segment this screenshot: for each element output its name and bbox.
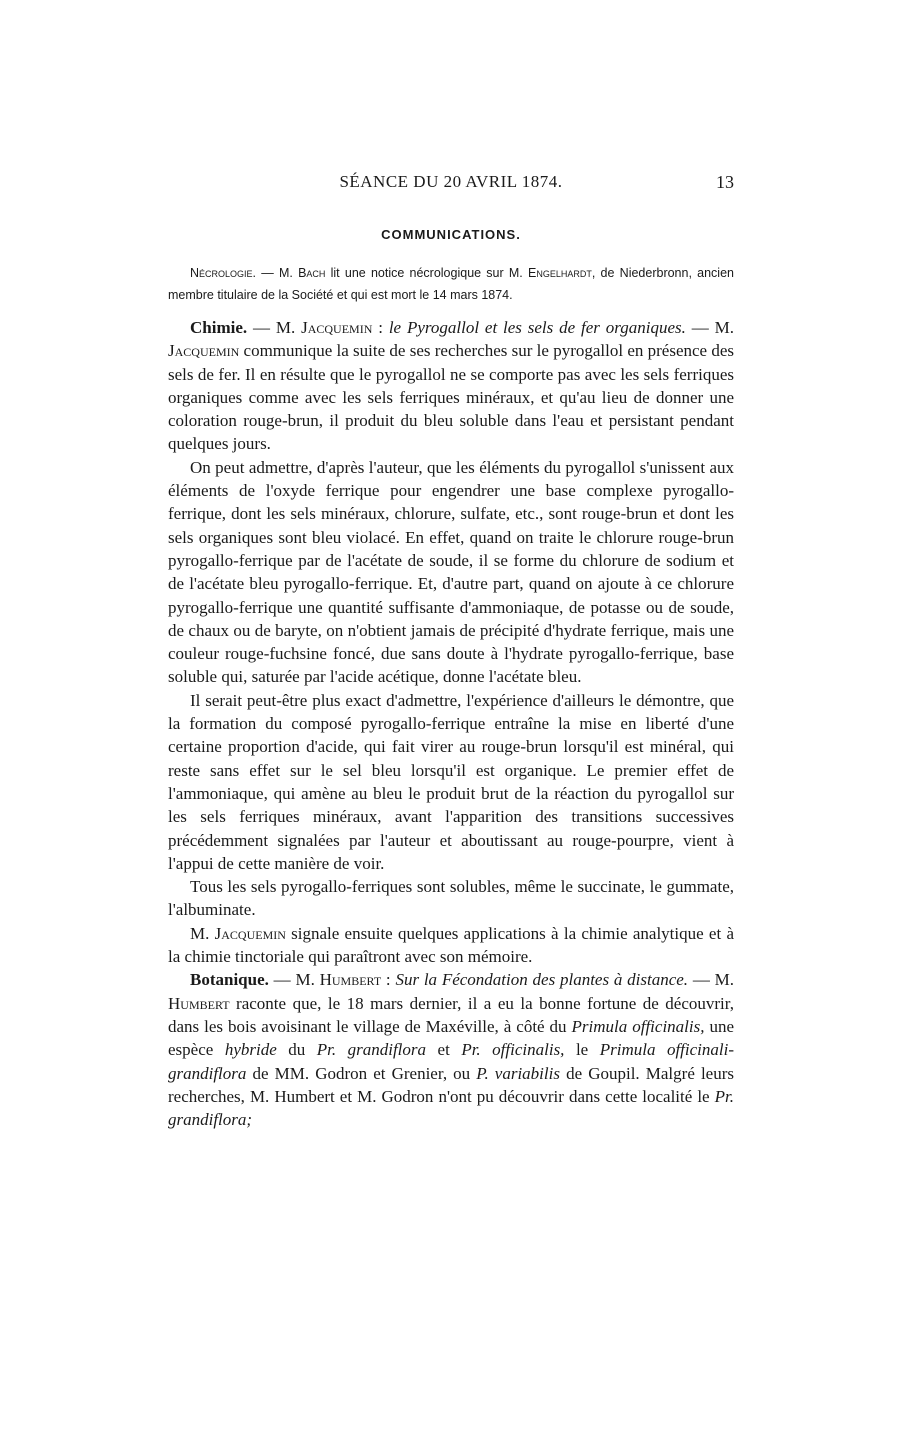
botanique-label: Botanique.	[190, 970, 269, 990]
text-run: une espèce	[168, 1016, 734, 1060]
text-run: — M.	[256, 266, 299, 280]
text-run: :	[372, 318, 389, 337]
page-header	[168, 172, 734, 196]
species-name: P. variabilis	[476, 1063, 560, 1083]
page-number: 13	[716, 172, 734, 192]
text-run: — M.	[685, 318, 734, 337]
chimie-paragraph	[168, 316, 734, 456]
text-run: signale ensuite quelques applications à la chimie analytique et à la chimie tinctoriale qui paraîtront avec son mémoire.	[168, 923, 734, 967]
text-run: — M.	[688, 970, 734, 990]
communication-title: le Pyrogallol et les sels de fer organiques.	[388, 318, 686, 337]
running-head: SÉANCE DU 20 AVRIL 1874.	[339, 172, 563, 191]
necrologie-paragraph	[168, 262, 734, 306]
person-name: Humbert	[319, 970, 382, 990]
text-run: le	[564, 1040, 600, 1060]
text-run: raconte que, le 18 mars dernier, il a eu la bonne fortune de découvrir, dans les bois avoisinant le village de Maxéville, à côté du	[168, 993, 734, 1036]
italic-term: hybride	[224, 1040, 277, 1060]
text-run: communique la suite de ses recherches sur le pyrogallol en présence des sels de fer. Il en résulte que le pyrogallol ne se comporte pas avec les sels ferriques organiques comme avec les sels ferriques minéraux, et qu'au lieu de donner une coloration rouge-brun, il produit du bleu soluble dans l'eau et persistant pendant quelques jours.	[168, 341, 734, 454]
person-name: Engelhardt	[528, 266, 592, 280]
section-heading: COMMUNICATIONS.	[381, 227, 521, 242]
person-name: Jacquemin	[301, 318, 373, 337]
text-run: de MM. Godron et Grenier, ou	[246, 1063, 477, 1083]
person-name: Jacquemin	[214, 923, 286, 943]
botanique-paragraph	[168, 968, 734, 1131]
text-run: lit une notice nécrologique sur M.	[325, 266, 528, 280]
body-paragraph: On peut admettre, d'après l'auteur, que les éléments du pyrogallol s'unissent aux éléments de l'oxyde ferrique pour engendrer une base complexe pyrogallo-ferrique, dont les sels minéraux, chlorure, sulfate, etc., sont rouge-brun et dont les sels organiques sont bleu violacé. En effet, quand on traite le chlorure rouge-brun pyrogallo-ferrique par de l'acétate de soude, il se forme du chlorure de sodium et de l'acétate bleu pyrogallo-ferrique. Et, d'autre part, quand on ajoute à ce chlorure pyrogallo-ferrique une quantité suffisante d'ammoniaque, de potasse ou de soude, de chaux ou de baryte, on n'obtient jamais de précipité d'hydrate ferrique, mais une couleur rouge-fuchsine foncé, due sans doute à l'hydrate pyrogallo-ferrique, base soluble qui, saturée par l'acide acétique, donne l'acétate bleu.	[168, 457, 734, 687]
text-run: — M.	[247, 318, 302, 337]
body-paragraph: Tous les sels pyrogallo-ferriques sont solubles, même le succinate, le gummate, l'albuminate.	[168, 877, 734, 920]
communication-title: Sur la Fécondation des plantes à distance.	[395, 970, 689, 990]
species-name: Primula officinali-grandiflora	[168, 1040, 734, 1083]
text-run: de Goupil. Malgré leurs recherches, M. Humbert et M. Godron n'ont pu découvrir dans cette localité le	[168, 1063, 735, 1106]
jacquemin-note-paragraph	[168, 922, 734, 969]
species-name: Pr. officinalis,	[461, 1040, 565, 1060]
person-name: Humbert	[168, 993, 230, 1013]
species-name: Pr. grandiflora;	[168, 1086, 734, 1130]
body-paragraph: Il serait peut-être plus exact d'admettre, l'expérience d'ailleurs le démontre, que la formation du composé pyrogallo-ferrique entraîne la mise en liberté d'une certaine proportion d'acide, qui fait virer au rouge-brun lorsqu'il est minéral, qui reste sans effet sur le sel bleu lorsqu'il est organique. Le premier effet de l'ammoniaque, qui amène au bleu le produit brut de la réaction du pyrogallol sur les sels ferriques minéraux, avant l'apparition des transitions successives précédemment signalées par l'auteur et aboutissant au rouge-pourpre, vient à l'appui de cette manière de voir.	[168, 690, 734, 873]
text-run: M.	[190, 923, 215, 943]
person-name: Bach	[298, 266, 326, 280]
text-run: — M.	[268, 970, 320, 990]
necrologie-label: Nécrologie.	[190, 266, 257, 280]
page-body	[168, 262, 734, 1131]
text-run: du	[276, 1040, 317, 1060]
chimie-label: Chimie.	[190, 318, 248, 337]
person-name: Jacquemin	[168, 341, 240, 361]
text-run: et	[426, 1040, 462, 1060]
species-name: Primula officinalis,	[571, 1016, 705, 1036]
text-run: , de Niederbronn, ancien membre titulaire de la Société et qui est mort le 14 mars 1874.	[168, 266, 734, 302]
species-name: Pr. grandiflora	[316, 1040, 427, 1060]
text-run: :	[381, 970, 396, 990]
